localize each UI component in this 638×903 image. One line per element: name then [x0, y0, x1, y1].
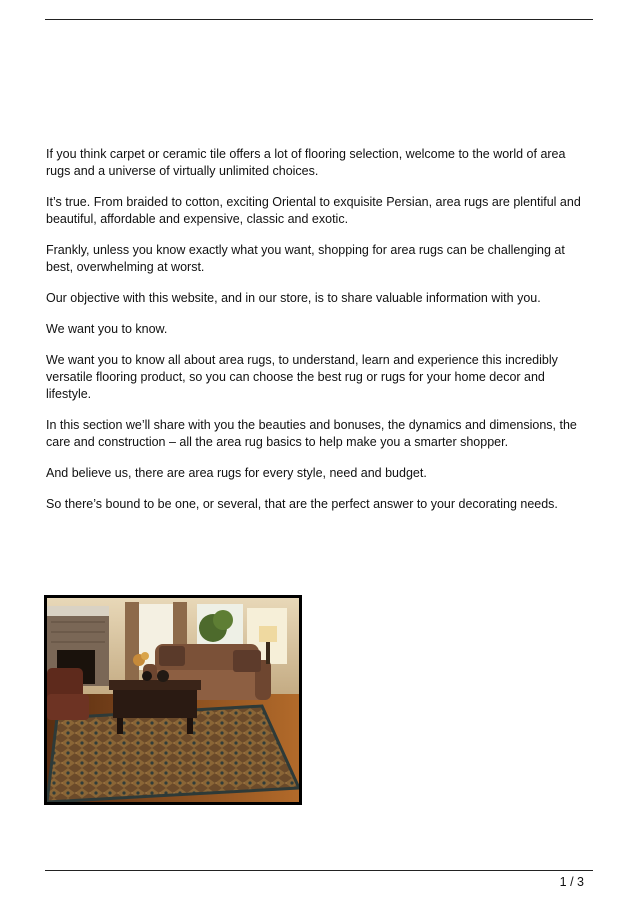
paragraph: In this section we’ll share with you the beauties and bonuses, the dynamics and dimensions, the care and construction – all the area rug basics to help make you a smarter shopper. [46, 418, 577, 449]
paragraph: Our objective with this website, and in our store, is to share valuable information with you. [46, 291, 541, 305]
paragraph: We want you to know. [46, 322, 168, 336]
footer-rule [45, 870, 593, 871]
paragraph: So there’s bound to be one, or several, that are the perfect answer to your decorating needs. [46, 497, 558, 511]
paragraph: Frankly, unless you know exactly what you want, shopping for area rugs can be challenging at best, overwhelming at worst. [46, 243, 565, 274]
header-rule [45, 19, 593, 20]
paragraph: And believe us, there are area rugs for every style, need and budget. [46, 466, 427, 480]
paragraph: We want you to know all about area rugs, to understand, learn and experience this incredibly versatile flooring product, so you can choose the best rug or rugs for your home decor and lifestyle. [46, 353, 558, 401]
article-body [46, 146, 592, 527]
paragraph: It’s true. From braided to cotton, exciting Oriental to exquisite Persian, area rugs are plentiful and beautiful, affordable and expensive, classic and exotic. [46, 195, 581, 226]
area-rug-living-room-photo [44, 595, 302, 805]
page-number: 1 / 3 [559, 875, 584, 889]
living-room-image [47, 598, 299, 802]
paragraph: If you think carpet or ceramic tile offers a lot of flooring selection, welcome to the world of area rugs and a universe of virtually unlimited choices. [46, 147, 566, 178]
